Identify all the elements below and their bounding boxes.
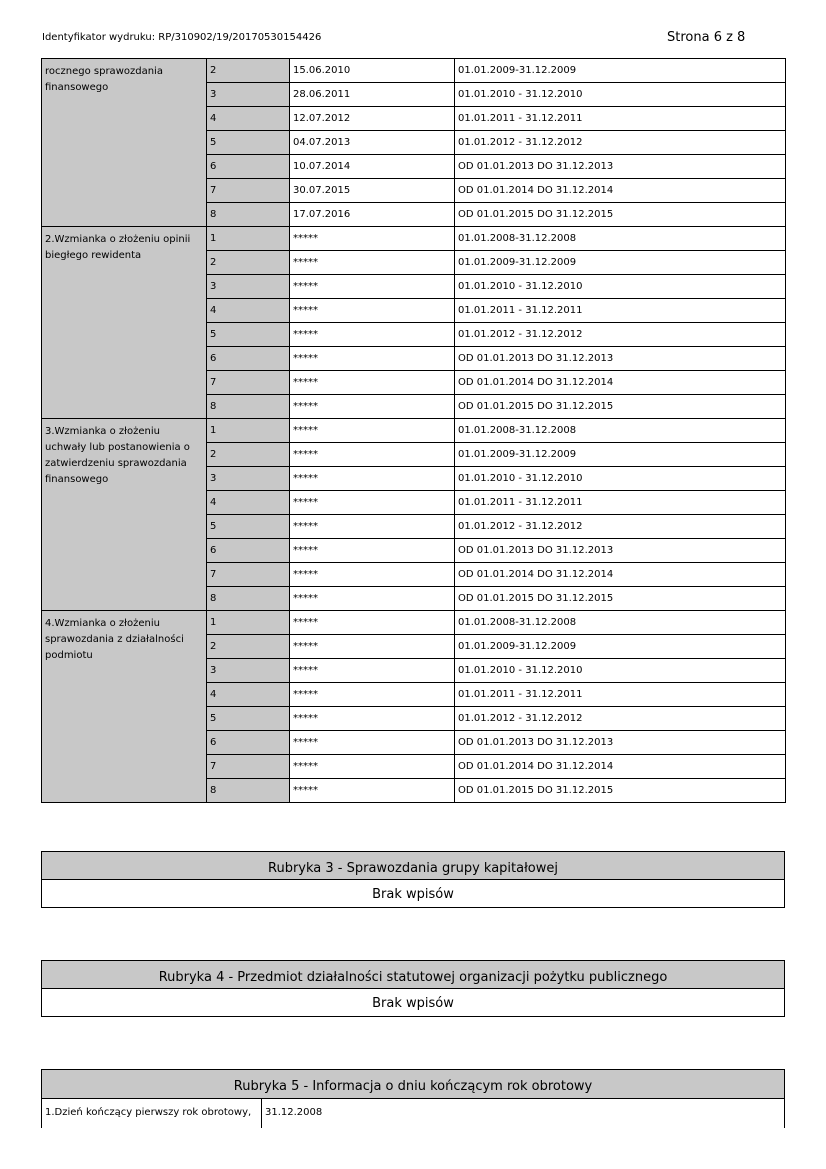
filing-date: *****: [290, 323, 455, 347]
rubryka-4-section: [41, 960, 785, 1017]
reporting-period: 01.01.2009-31.12.2009: [455, 443, 786, 467]
reporting-period: OD 01.01.2015 DO 31.12.2015: [455, 587, 786, 611]
reporting-period: OD 01.01.2013 DO 31.12.2013: [455, 731, 786, 755]
reporting-period: OD 01.01.2013 DO 31.12.2013: [455, 539, 786, 563]
table-row: [42, 611, 786, 635]
reporting-period: 01.01.2011 - 31.12.2011: [455, 107, 786, 131]
entry-number: 8: [207, 203, 290, 227]
fiscal-year-row: [42, 1099, 784, 1128]
reporting-period: 01.01.2010 - 31.12.2010: [455, 275, 786, 299]
entry-number: 2: [207, 251, 290, 275]
entry-number: 1: [207, 611, 290, 635]
group-label: rocznego sprawozdania finansowego: [42, 59, 207, 227]
entry-number: 3: [207, 83, 290, 107]
reporting-period: OD 01.01.2013 DO 31.12.2013: [455, 155, 786, 179]
entry-number: 2: [207, 443, 290, 467]
entry-number: 6: [207, 731, 290, 755]
entry-number: 3: [207, 275, 290, 299]
table-row: [42, 227, 786, 251]
reporting-period: 01.01.2011 - 31.12.2011: [455, 683, 786, 707]
filing-date: 28.06.2011: [290, 83, 455, 107]
reporting-period: 01.01.2010 - 31.12.2010: [455, 467, 786, 491]
reporting-period: 01.01.2009-31.12.2009: [455, 251, 786, 275]
filing-date: *****: [290, 467, 455, 491]
reporting-period: 01.01.2011 - 31.12.2011: [455, 491, 786, 515]
filing-date: *****: [290, 683, 455, 707]
reporting-period: 01.01.2009-31.12.2009: [455, 635, 786, 659]
filing-date: *****: [290, 659, 455, 683]
entry-number: 4: [207, 107, 290, 131]
reporting-period: 01.01.2008-31.12.2008: [455, 227, 786, 251]
filing-date: *****: [290, 491, 455, 515]
entry-number: 6: [207, 155, 290, 179]
filing-date: 15.06.2010: [290, 59, 455, 83]
entry-number: 8: [207, 395, 290, 419]
filing-date: *****: [290, 227, 455, 251]
reporting-period: 01.01.2008-31.12.2008: [455, 611, 786, 635]
reporting-period: 01.01.2009-31.12.2009: [455, 59, 786, 83]
filing-date: *****: [290, 779, 455, 803]
group-label: 3.Wzmianka o złożeniu uchwały lub postanowienia o zatwierdzeniu sprawozdania finansowego: [42, 419, 207, 611]
entry-number: 6: [207, 347, 290, 371]
entry-number: 7: [207, 563, 290, 587]
table-row: [42, 419, 786, 443]
reporting-period: OD 01.01.2014 DO 31.12.2014: [455, 179, 786, 203]
filing-date: *****: [290, 755, 455, 779]
filing-date: *****: [290, 299, 455, 323]
group-label: 4.Wzmianka o złożeniu sprawozdania z działalności podmiotu: [42, 611, 207, 803]
entry-number: 5: [207, 131, 290, 155]
reporting-period: 01.01.2012 - 31.12.2012: [455, 131, 786, 155]
reporting-period: 01.01.2010 - 31.12.2010: [455, 659, 786, 683]
entry-number: 5: [207, 515, 290, 539]
entry-number: 1: [207, 419, 290, 443]
fiscal-year-value: 31.12.2008: [265, 1107, 323, 1118]
rubryka-3-section: [41, 851, 785, 908]
fiscal-year-label: 1.Dzień kończący pierwszy rok obrotowy,: [42, 1099, 262, 1128]
rubryka-3-title: Rubryka 3 - Sprawozdania grupy kapitałowej: [42, 852, 784, 880]
filing-date: *****: [290, 395, 455, 419]
entry-number: 5: [207, 707, 290, 731]
entry-number: 8: [207, 779, 290, 803]
reporting-period: 01.01.2010 - 31.12.2010: [455, 83, 786, 107]
reporting-period: 01.01.2012 - 31.12.2012: [455, 515, 786, 539]
page-number: Strona 6 z 8: [667, 30, 746, 45]
entry-number: 3: [207, 467, 290, 491]
financial-reports-table: [41, 58, 786, 803]
filing-date: *****: [290, 347, 455, 371]
rubryka-5-title: Rubryka 5 - Informacja o dniu kończącym rok obrotowy: [42, 1070, 784, 1099]
filing-date: 12.07.2012: [290, 107, 455, 131]
filing-date: 04.07.2013: [290, 131, 455, 155]
filing-date: *****: [290, 443, 455, 467]
filing-date: *****: [290, 251, 455, 275]
reporting-period: 01.01.2012 - 31.12.2012: [455, 323, 786, 347]
entry-number: 3: [207, 659, 290, 683]
filing-date: *****: [290, 563, 455, 587]
entry-number: 1: [207, 227, 290, 251]
filing-date: *****: [290, 275, 455, 299]
reporting-period: OD 01.01.2015 DO 31.12.2015: [455, 395, 786, 419]
reporting-period: OD 01.01.2014 DO 31.12.2014: [455, 371, 786, 395]
reporting-period: OD 01.01.2015 DO 31.12.2015: [455, 203, 786, 227]
reporting-period: OD 01.01.2013 DO 31.12.2013: [455, 347, 786, 371]
entry-number: 6: [207, 539, 290, 563]
rubryka-5-section: [41, 1069, 785, 1128]
group-label: 2.Wzmianka o złożeniu opinii biegłego rewidenta: [42, 227, 207, 419]
entry-number: 7: [207, 179, 290, 203]
entry-number: 7: [207, 755, 290, 779]
filing-date: *****: [290, 707, 455, 731]
filing-date: 17.07.2016: [290, 203, 455, 227]
filing-date: *****: [290, 611, 455, 635]
entry-number: 4: [207, 491, 290, 515]
filing-date: *****: [290, 635, 455, 659]
reporting-period: 01.01.2008-31.12.2008: [455, 419, 786, 443]
reporting-period: OD 01.01.2015 DO 31.12.2015: [455, 779, 786, 803]
filing-date: *****: [290, 515, 455, 539]
table-row: [42, 59, 786, 83]
rubryka-3-body: Brak wpisów: [372, 887, 454, 902]
reporting-period: OD 01.01.2014 DO 31.12.2014: [455, 563, 786, 587]
filing-date: *****: [290, 731, 455, 755]
entry-number: 4: [207, 299, 290, 323]
filing-date: *****: [290, 371, 455, 395]
reporting-period: OD 01.01.2014 DO 31.12.2014: [455, 755, 786, 779]
filing-date: *****: [290, 539, 455, 563]
entry-number: 5: [207, 323, 290, 347]
filing-date: 10.07.2014: [290, 155, 455, 179]
print-identifier: Identyfikator wydruku: RP/310902/19/20170530154426: [42, 32, 322, 43]
filing-date: *****: [290, 419, 455, 443]
entry-number: 7: [207, 371, 290, 395]
entry-number: 8: [207, 587, 290, 611]
rubryka-4-title: Rubryka 4 - Przedmiot działalności statutowej organizacji pożytku publicznego: [42, 961, 784, 989]
filing-date: 30.07.2015: [290, 179, 455, 203]
entry-number: 2: [207, 59, 290, 83]
reporting-period: 01.01.2012 - 31.12.2012: [455, 707, 786, 731]
filing-date: *****: [290, 587, 455, 611]
reporting-period: 01.01.2011 - 31.12.2011: [455, 299, 786, 323]
rubryka-4-body: Brak wpisów: [372, 996, 454, 1011]
entry-number: 4: [207, 683, 290, 707]
entry-number: 2: [207, 635, 290, 659]
